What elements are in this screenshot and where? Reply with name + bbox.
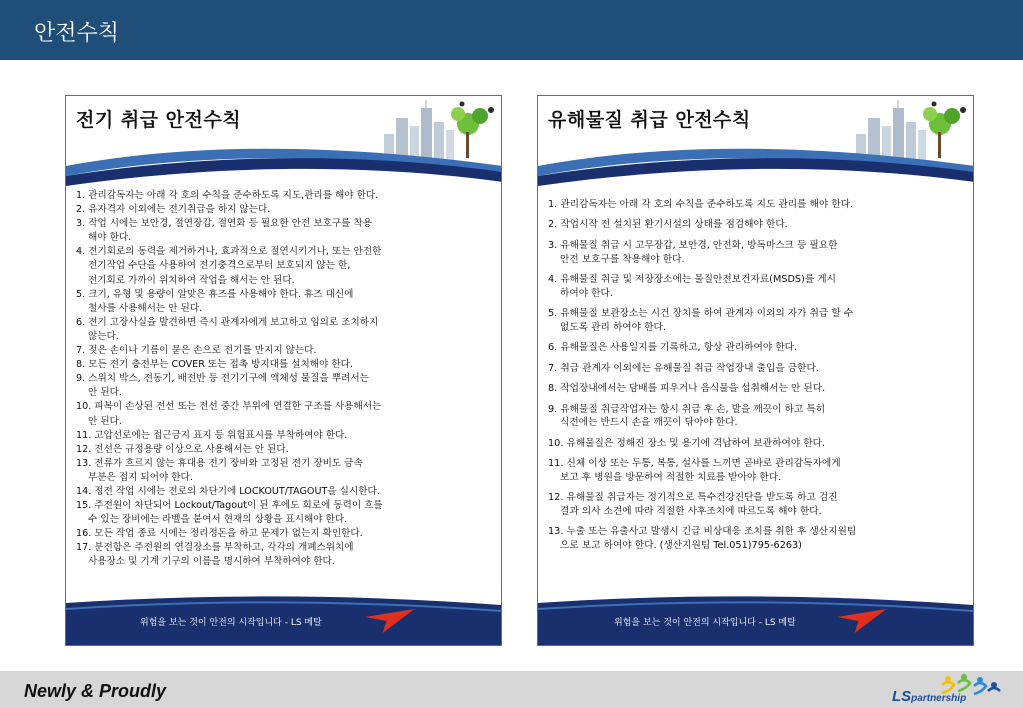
rule-item <box>548 382 963 396</box>
rule-line: 11. 고압선로에는 접근금지 표지 등 위험표시를 부착하여야 한다. <box>76 429 348 441</box>
rule-line: 13. 전류가 흐르지 않는 휴대용 전기 장비와 고정된 전기 장비도 금속 <box>76 457 363 469</box>
rule-item <box>76 443 476 457</box>
rule-line: 사용장소 및 기계 기구의 이름을 명시하여 부착하여야 한다. <box>88 556 335 568</box>
rule-item <box>76 429 476 443</box>
rule-item <box>76 344 476 358</box>
rule-line: 해야 한다. <box>88 232 132 244</box>
rule-line: 전기회로 가까이 위치하여 작업을 해서는 안 된다. <box>88 274 295 286</box>
rule-item <box>76 400 476 428</box>
rule-item <box>76 358 476 372</box>
rule-line: 철사를 사용해서는 안 된다. <box>88 302 203 314</box>
rule-line: 17. 분전함은 주전원의 연결장소를 부착하고, 각각의 개폐스위치에 <box>76 542 354 554</box>
rule-line: 3. 유해물질 취급 시 고무장갑, 보안경, 안전화, 방독마스크 등 필요한 <box>548 239 838 251</box>
hazardous-material-safety-panel <box>537 95 974 646</box>
rule-line: 8. 작업장내에서는 담배를 피우거나 음식물을 섭취해서는 안 된다. <box>548 383 826 395</box>
rule-item <box>548 307 963 334</box>
rule-item <box>76 288 476 316</box>
rule-item <box>76 316 476 344</box>
rule-item <box>76 499 476 527</box>
ls-partnership-logo <box>886 671 1006 708</box>
rule-item <box>76 189 476 203</box>
rule-line: 6. 유해물질은 사용일지를 기록하고, 항상 관리하여야 한다. <box>548 342 798 354</box>
rule-item <box>548 198 963 212</box>
rule-item <box>76 203 476 217</box>
rule-item <box>76 541 476 569</box>
rule-item <box>76 457 476 485</box>
rule-line: 않는다. <box>88 330 119 342</box>
rule-line: 2. 작업시작 전 설치된 환기시설의 상태를 점검해야 한다. <box>548 219 788 231</box>
rule-line: 보고 후 병원을 방문하여 적절한 치료를 받아야 한다. <box>560 471 782 483</box>
rule-line: 6. 전기 고장사실을 발견하면 즉시 관계자에게 보고하고 임의로 조치하지 <box>76 316 379 328</box>
rule-line: 5. 크기, 유형 및 용량이 알맞은 휴즈를 사용해야 한다. 휴즈 대신에 <box>76 288 354 300</box>
rule-item <box>548 341 963 355</box>
rule-item <box>76 527 476 541</box>
electrical-safety-panel <box>65 95 502 646</box>
rule-line: 안 된다. <box>88 387 122 399</box>
tagline: Newly & Proudly <box>24 681 167 701</box>
page-title: 안전수칙 <box>34 21 120 46</box>
rule-line: 1. 관리감독자는 아래 각 호의 수칙을 준수하도록 지도,관리를 해야 한다. <box>76 190 379 201</box>
rule-line: 식전에는 반드시 손을 깨끗이 닦아야 한다. <box>560 417 738 429</box>
rule-line: 10. 유해물질은 정해진 장소 및 용기에 격납하여 보관하여야 한다. <box>548 437 826 449</box>
rule-item <box>548 218 963 232</box>
rule-line: 3. 작업 시에는 보안경, 절연장갑, 절연화 등 필요한 안전 보호구를 착용 <box>76 218 372 230</box>
panel-title: 유해물질 취급 안전수칙 <box>548 109 751 131</box>
header-bar <box>0 0 1023 60</box>
rule-item <box>548 273 963 300</box>
rule-item <box>76 217 476 245</box>
rules-list <box>548 198 963 559</box>
rule-line: 수 있는 장비에는 라벨을 붙여서 현재의 상황을 표시해야 한다. <box>88 514 348 526</box>
rule-item <box>76 485 476 499</box>
rule-line: 4. 유해물질 취급 및 저장장소에는 물질안전보건자료(MSDS)를 게시 <box>548 274 836 286</box>
rule-item <box>548 437 963 451</box>
rule-line: 13. 누출 또는 유출사고 발생시 긴급 비상대응 조치를 취한 후 생산지원팀 <box>548 526 857 538</box>
rules-list <box>76 189 476 570</box>
rule-item <box>548 362 963 376</box>
rule-item <box>548 525 963 552</box>
rule-line: 14. 정전 작업 시에는 전로의 차단기에 LOCKOUT/TAGOUT을 실시한다. <box>76 485 380 497</box>
rule-line: 1. 관리감독자는 아래 각 호의 수칙을 준수하도록 지도 관리를 해야 한다. <box>548 199 854 210</box>
rule-item <box>548 491 963 518</box>
rule-line: 부분은 접지 되어야 한다. <box>88 471 193 483</box>
rule-line: 안전 보호구를 착용해야 한다. <box>560 253 685 265</box>
rule-line: 9. 유해물질 취급작업자는 항시 취급 후 손, 발을 깨끗이 하고 특히 <box>548 403 826 415</box>
rule-line: 하여야 한다. <box>560 287 613 299</box>
rule-line: 5. 유해물질 보관장소는 시건 장치를 하여 관계자 이외의 자가 취급 할 수 <box>548 308 854 320</box>
rule-item <box>548 239 963 266</box>
rule-line: 10. 피복이 손상된 전선 또는 전선 중간 부위에 연결한 구조를 사용해서는 <box>76 401 382 413</box>
rule-item <box>76 245 476 287</box>
rule-line: 12. 전선은 규정용량 이상으로 사용해서는 안 된다. <box>76 443 289 455</box>
rule-line: 4. 전기회로의 동력을 제거하거나, 효과적으로 절연시키거나, 또는 안전한 <box>76 246 382 258</box>
rule-line: 전기작업 수단을 사용하여 전기충격으로부터 보호되지 않는 한, <box>88 260 351 272</box>
panel-footer-slogan: 위험을 보는 것이 안전의 시작입니다 - LS 메탈 <box>140 618 322 628</box>
rule-line: 7. 취급 관계자 이외에는 유해물질 취급 작업장내 출입을 금한다. <box>548 362 819 374</box>
rule-line: 2. 유자격자 이외에는 전기취급을 하지 않는다. <box>76 204 271 216</box>
panel-title: 전기 취급 안전수칙 <box>76 109 242 131</box>
rule-line: 16. 모든 작업 종료 시에는 정리정돈을 하고 문제가 없는지 확인한다. <box>76 528 363 540</box>
rule-line: 안 된다. <box>88 415 122 427</box>
rule-line: 결과 의사 소견에 따라 적절한 사후조치에 따르도록 해야 한다. <box>560 505 822 517</box>
rule-line: 9. 스위치 박스, 전동기, 배전반 등 전기기구에 액체성 물질을 뿌려서는 <box>76 373 369 385</box>
rule-item <box>76 372 476 400</box>
rule-line: 15. 주전원이 차단되어 Lockout/Tagout이 된 후에도 회로에 동력이 흐를 <box>76 500 383 512</box>
rule-line: 없도록 관리 하여야 한다. <box>560 321 666 333</box>
rule-line: 8. 모든 전기 충전부는 COVER 또는 접촉 방지대를 설치해야 한다. <box>76 359 353 371</box>
panel-footer-slogan: 위험을 보는 것이 안전의 시작입니다 - LS 메탈 <box>614 618 796 628</box>
rule-line: 12. 유해물질 취급자는 정기적으로 특수건강진단을 받도록 하고 검진 <box>548 492 838 504</box>
rule-line: 11. 신체 이상 또는 두통, 복통, 설사를 느끼면 곧바로 관리감독자에게 <box>548 458 841 470</box>
rule-item <box>548 403 963 430</box>
rule-line: 7. 젖은 손이나 기름이 묻은 손으로 전기를 만지지 않는다. <box>76 345 317 357</box>
logo-text: LSpartnership <box>892 688 967 705</box>
rule-line: 으로 보고 하여야 한다. (생산지원팀 Tel.051)795-6263) <box>560 539 802 551</box>
rule-item <box>548 457 963 484</box>
